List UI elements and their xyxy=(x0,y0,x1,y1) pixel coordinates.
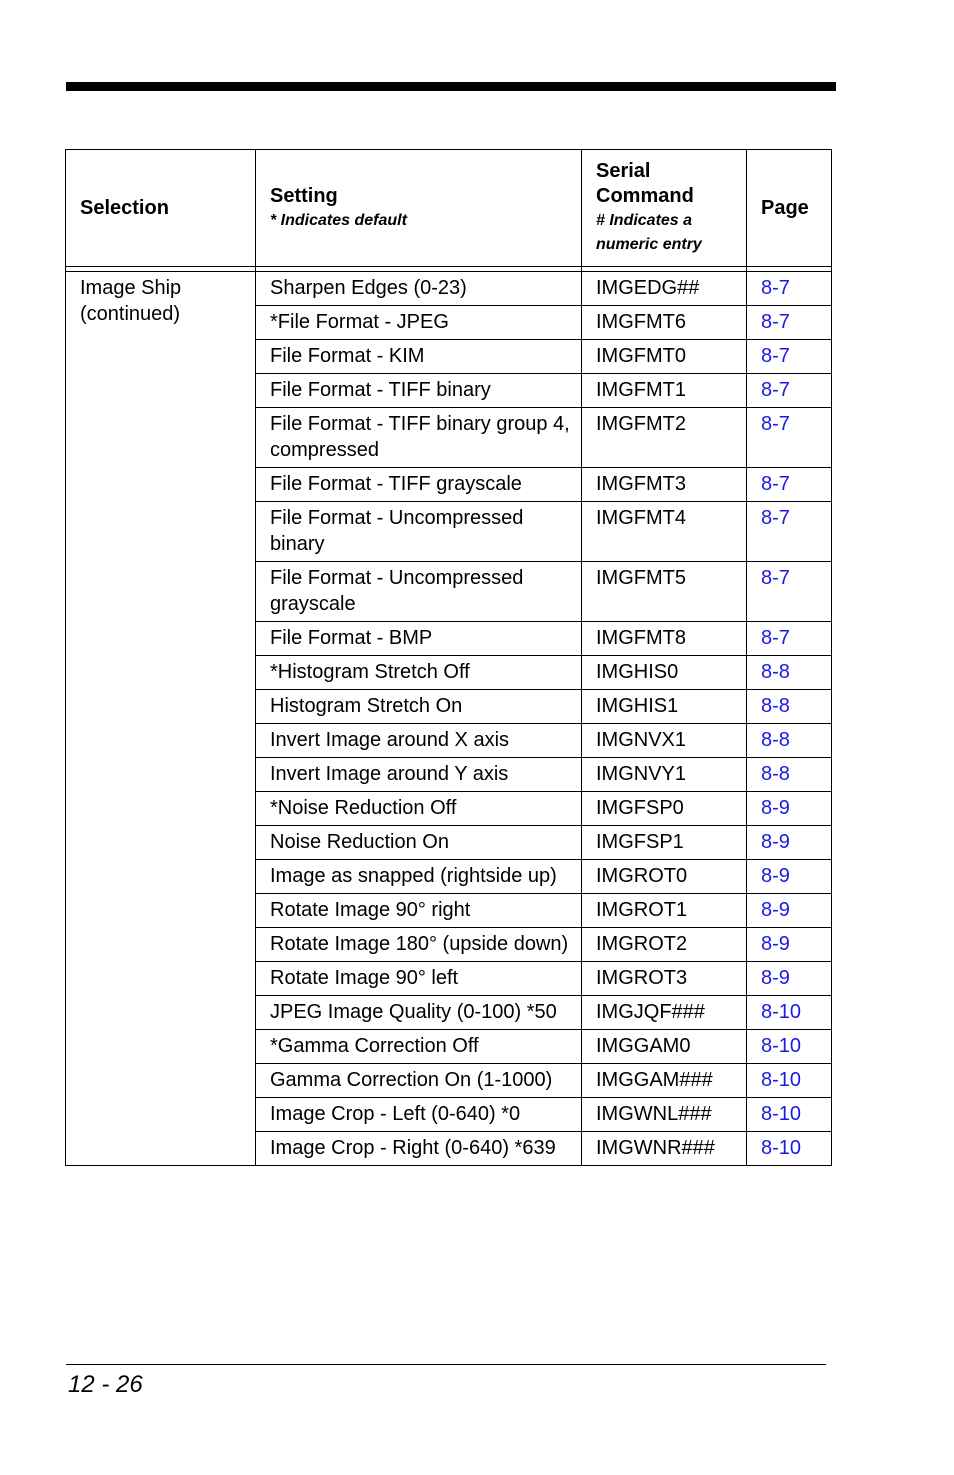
serial-command-cell: IMGFMT4 xyxy=(582,502,747,562)
page-link[interactable]: 8-8 xyxy=(761,729,790,751)
serial-command-cell: IMGFMT8 xyxy=(582,622,747,656)
header-selection xyxy=(66,150,256,267)
setting-cell: File Format - Uncompressed binary xyxy=(256,502,582,562)
setting-cell: *File Format - JPEG xyxy=(256,306,582,340)
page-link[interactable]: 8-10 xyxy=(761,1103,802,1125)
serial-command-cell: IMGHIS1 xyxy=(582,690,747,724)
serial-command-cell: IMGFMT3 xyxy=(582,468,747,502)
page-cell xyxy=(747,860,832,894)
setting-cell: Rotate Image 180° (upside down) xyxy=(256,928,582,962)
selection-label-line1: Image Ship xyxy=(80,277,182,299)
page-cell xyxy=(747,792,832,826)
page-cell xyxy=(747,408,832,468)
serial-command-cell: IMGROT0 xyxy=(582,860,747,894)
page-link[interactable]: 8-9 xyxy=(761,933,790,955)
header-setting-label: Setting xyxy=(270,184,338,207)
table-row xyxy=(66,272,832,306)
serial-command-cell: IMGFMT5 xyxy=(582,562,747,622)
setting-cell: Gamma Correction On (1-1000) xyxy=(256,1064,582,1098)
page-cell xyxy=(747,656,832,690)
setting-cell: Noise Reduction On xyxy=(256,826,582,860)
setting-cell: Rotate Image 90° right xyxy=(256,894,582,928)
setting-cell: *Histogram Stretch Off xyxy=(256,656,582,690)
page-cell xyxy=(747,826,832,860)
header-serial-note-line2: numeric entry xyxy=(596,236,702,253)
header-serial-command-label-line1: Serial xyxy=(596,160,651,182)
serial-command-cell: IMGROT3 xyxy=(582,962,747,996)
page-cell xyxy=(747,894,832,928)
serial-command-cell: IMGNVX1 xyxy=(582,724,747,758)
page-link[interactable]: 8-10 xyxy=(761,1001,802,1023)
serial-command-cell: IMGEDG## xyxy=(582,272,747,306)
page-link[interactable]: 8-7 xyxy=(761,345,790,367)
page-link[interactable]: 8-9 xyxy=(761,865,790,887)
page-link[interactable]: 8-7 xyxy=(761,379,790,401)
page-cell xyxy=(747,1064,832,1098)
page-cell xyxy=(747,1030,832,1064)
setting-cell: Invert Image around Y axis xyxy=(256,758,582,792)
setting-cell: Image as snapped (rightside up) xyxy=(256,860,582,894)
setting-cell: Rotate Image 90° left xyxy=(256,962,582,996)
page-link[interactable]: 8-7 xyxy=(761,277,790,299)
selection-cell xyxy=(66,272,256,1166)
bottom-rule xyxy=(66,1364,826,1365)
page-cell xyxy=(747,340,832,374)
serial-command-cell: IMGFMT0 xyxy=(582,340,747,374)
setting-cell: JPEG Image Quality (0-100) *50 xyxy=(256,996,582,1030)
serial-command-cell: IMGWNL### xyxy=(582,1098,747,1132)
page-link[interactable]: 8-7 xyxy=(761,413,790,435)
page-link[interactable]: 8-7 xyxy=(761,567,790,589)
serial-command-cell: IMGROT2 xyxy=(582,928,747,962)
setting-cell: Image Crop - Left (0-640) *0 xyxy=(256,1098,582,1132)
page-cell xyxy=(747,962,832,996)
page-link[interactable]: 8-10 xyxy=(761,1035,802,1057)
setting-cell: *Noise Reduction Off xyxy=(256,792,582,826)
serial-command-cell: IMGGAM### xyxy=(582,1064,747,1098)
page-link[interactable]: 8-9 xyxy=(761,797,790,819)
serial-command-cell: IMGGAM0 xyxy=(582,1030,747,1064)
serial-command-cell: IMGFMT6 xyxy=(582,306,747,340)
header-page xyxy=(747,150,832,267)
setting-cell: Sharpen Edges (0-23) xyxy=(256,272,582,306)
page-link[interactable]: 8-7 xyxy=(761,627,790,649)
page-cell xyxy=(747,622,832,656)
page-cell xyxy=(747,502,832,562)
header-setting-note: * Indicates default xyxy=(270,211,407,229)
header-serial-command-label-line2: Command xyxy=(596,185,694,207)
page-link[interactable]: 8-9 xyxy=(761,967,790,989)
page-number: 12 - 26 xyxy=(68,1371,143,1398)
page-link[interactable]: 8-7 xyxy=(761,507,790,529)
serial-command-cell: IMGROT1 xyxy=(582,894,747,928)
serial-command-cell: IMGFSP1 xyxy=(582,826,747,860)
selection-label-line2: (continued) xyxy=(80,303,181,325)
setting-cell: File Format - Uncompressed grayscale xyxy=(256,562,582,622)
page-cell xyxy=(747,562,832,622)
setting-cell: File Format - TIFF grayscale xyxy=(256,468,582,502)
page-link[interactable]: 8-10 xyxy=(761,1069,802,1091)
page-link[interactable]: 8-8 xyxy=(761,695,790,717)
page-cell xyxy=(747,374,832,408)
page-cell xyxy=(747,272,832,306)
setting-cell: Image Crop - Right (0-640) *639 xyxy=(256,1132,582,1166)
page-link[interactable]: 8-9 xyxy=(761,899,790,921)
serial-command-cell: IMGWNR### xyxy=(582,1132,747,1166)
page-link[interactable]: 8-7 xyxy=(761,311,790,333)
page-cell xyxy=(747,468,832,502)
serial-command-cell: IMGFMT1 xyxy=(582,374,747,408)
setting-cell: *Gamma Correction Off xyxy=(256,1030,582,1064)
page-link[interactable]: 8-7 xyxy=(761,473,790,495)
header-serial-note-line1: # Indicates a xyxy=(596,212,693,229)
page-cell xyxy=(747,1098,832,1132)
setting-cell: File Format - BMP xyxy=(256,622,582,656)
page-cell xyxy=(747,758,832,792)
table-header-row xyxy=(66,150,832,267)
table-body xyxy=(66,267,832,1166)
page-cell xyxy=(747,690,832,724)
header-selection-label: Selection xyxy=(80,196,169,219)
page-link[interactable]: 8-8 xyxy=(761,661,790,683)
setting-cell: File Format - TIFF binary xyxy=(256,374,582,408)
serial-command-cell: IMGFMT2 xyxy=(582,408,747,468)
top-rule xyxy=(66,82,836,91)
header-serial-command xyxy=(582,150,747,267)
page-link[interactable]: 8-8 xyxy=(761,763,790,785)
serial-command-table xyxy=(65,149,832,1166)
serial-command-cell: IMGFSP0 xyxy=(582,792,747,826)
page-cell xyxy=(747,928,832,962)
setting-cell: File Format - KIM xyxy=(256,340,582,374)
header-page-label: Page xyxy=(761,196,809,219)
serial-command-cell: IMGJQF### xyxy=(582,996,747,1030)
serial-command-cell: IMGNVY1 xyxy=(582,758,747,792)
header-setting xyxy=(256,150,582,267)
page-link[interactable]: 8-10 xyxy=(761,1137,802,1159)
serial-command-cell: IMGHIS0 xyxy=(582,656,747,690)
page-cell xyxy=(747,996,832,1030)
page-cell xyxy=(747,1132,832,1166)
page-cell xyxy=(747,306,832,340)
setting-cell: File Format - TIFF binary group 4, compressed xyxy=(256,408,582,468)
setting-cell: Invert Image around X axis xyxy=(256,724,582,758)
page-link[interactable]: 8-9 xyxy=(761,831,790,853)
page-cell xyxy=(747,724,832,758)
setting-cell: Histogram Stretch On xyxy=(256,690,582,724)
